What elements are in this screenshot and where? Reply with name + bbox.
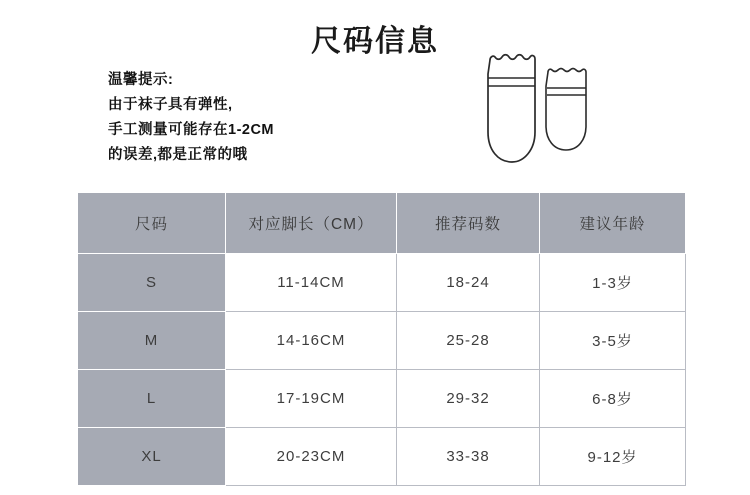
cell-size: M bbox=[78, 312, 226, 370]
cell-recommended-number: 33-38 bbox=[397, 428, 540, 486]
cell-suggested-age: 3-5岁 bbox=[540, 312, 686, 370]
socks-illustration bbox=[468, 22, 643, 182]
table-row bbox=[78, 312, 686, 370]
cell-foot-length: 14-16CM bbox=[226, 312, 397, 370]
cell-suggested-age: 9-12岁 bbox=[540, 428, 686, 486]
table-row bbox=[78, 370, 686, 428]
cell-suggested-age: 6-8岁 bbox=[540, 370, 686, 428]
cell-foot-length: 11-14CM bbox=[226, 254, 397, 312]
page-title: 尺码信息 bbox=[311, 25, 439, 58]
cell-foot-length: 17-19CM bbox=[226, 370, 397, 428]
size-table bbox=[77, 192, 686, 486]
table-row bbox=[78, 254, 686, 312]
cell-suggested-age: 1-3岁 bbox=[540, 254, 686, 312]
table-row bbox=[78, 428, 686, 486]
table-header-row bbox=[78, 193, 686, 254]
cell-recommended-number: 18-24 bbox=[397, 254, 540, 312]
cell-foot-length: 20-23CM bbox=[226, 428, 397, 486]
notice-block bbox=[108, 68, 428, 168]
header-foot-length: 对应脚长（CM） bbox=[226, 193, 397, 254]
header-recommended-number: 推荐码数 bbox=[397, 193, 540, 254]
cell-size: S bbox=[78, 254, 226, 312]
notice-line-2: 由于袜子具有弹性, bbox=[108, 97, 233, 113]
table-body bbox=[78, 254, 686, 486]
notice-line-4: 的误差,都是正常的哦 bbox=[108, 147, 248, 163]
notice-line-3: 手工测量可能存在1-2CM bbox=[108, 122, 275, 138]
cell-size: L bbox=[78, 370, 226, 428]
notice-line-1: 温馨提示: bbox=[108, 72, 174, 88]
header-size: 尺码 bbox=[78, 193, 226, 254]
table-header bbox=[78, 193, 686, 254]
cell-recommended-number: 29-32 bbox=[397, 370, 540, 428]
header-suggested-age: 建议年龄 bbox=[540, 193, 686, 254]
cell-size: XL bbox=[78, 428, 226, 486]
cell-recommended-number: 25-28 bbox=[397, 312, 540, 370]
